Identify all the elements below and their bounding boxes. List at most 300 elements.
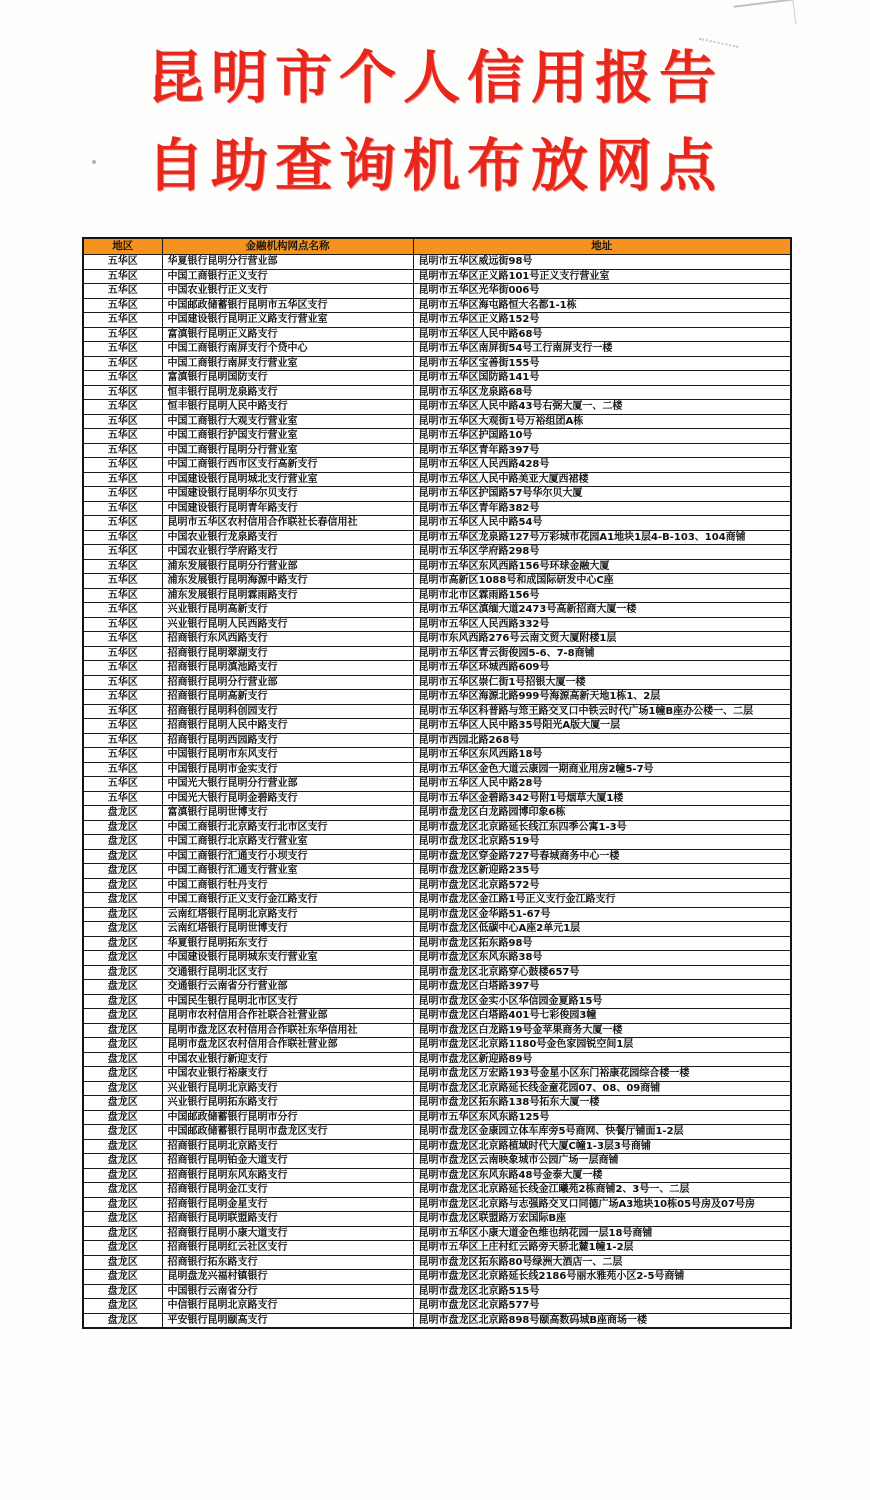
- branch-cell: 招商银行昆明金星支行: [162, 1197, 413, 1212]
- table-row: [83, 298, 791, 313]
- branch-cell: 交通银行云南省分行营业部: [162, 980, 413, 995]
- address-cell: 昆明市盘龙区拓东路98号: [413, 936, 791, 951]
- table-row: [83, 820, 791, 835]
- address-cell: 昆明市盘龙区北京路与志强路交叉口同德广场A3地块10栋05号房及07号房: [413, 1197, 791, 1212]
- address-cell: 昆明市盘龙区金江路1号正义支行金江路支行: [413, 893, 791, 908]
- address-cell: 昆明市五华区威远街98号: [413, 255, 791, 270]
- district-cell: 盘龙区: [83, 893, 162, 908]
- branch-cell: 中国农业银行正义支行: [162, 284, 413, 299]
- district-cell: 五华区: [83, 690, 162, 705]
- branch-cell: 昆明市盘龙区农村信用合作联社营业部: [162, 1038, 413, 1053]
- district-cell: 盘龙区: [83, 1052, 162, 1067]
- branch-cell: 招商银行昆明小康大道支行: [162, 1226, 413, 1241]
- district-cell: 盘龙区: [83, 1270, 162, 1285]
- district-cell: 盘龙区: [83, 1255, 162, 1270]
- table-row: [83, 559, 791, 574]
- district-cell: 盘龙区: [83, 1067, 162, 1082]
- branch-cell: 富滇银行昆明世博支行: [162, 806, 413, 821]
- address-cell: 昆明市五华区国防路141号: [413, 371, 791, 386]
- branch-cell: 中国邮政储蓄银行昆明市分行: [162, 1110, 413, 1125]
- address-cell: 昆明市盘龙区北京路1180号金色家园锐空间1层: [413, 1038, 791, 1053]
- table-row: [83, 342, 791, 357]
- district-cell: 五华区: [83, 313, 162, 328]
- address-cell: 昆明市盘龙区北京路515号: [413, 1284, 791, 1299]
- branch-cell: 中国工商银行正义支行金江路支行: [162, 893, 413, 908]
- address-cell: 昆明市五华区海源北路999号海源高新天地1栋1、2层: [413, 690, 791, 705]
- address-cell: 昆明市盘龙区北京路898号颐高数码城B座商场一楼: [413, 1313, 791, 1328]
- address-cell: 昆明市五华区人民西路332号: [413, 617, 791, 632]
- branch-cell: 招商银行昆明红云社区支行: [162, 1241, 413, 1256]
- table-row: [83, 1241, 791, 1256]
- address-cell: 昆明市西园北路268号: [413, 733, 791, 748]
- table-row: [83, 1067, 791, 1082]
- branch-cell: 中国农业银行龙泉路支行: [162, 530, 413, 545]
- branch-cell: 中国工商银行北京路支行北市区支行: [162, 820, 413, 835]
- branch-cell: 招商银行东风西路支行: [162, 632, 413, 647]
- branch-cell: 中国农业银行新迎支行: [162, 1052, 413, 1067]
- table-row: [83, 849, 791, 864]
- branch-cell: 中国建设银行昆明青年路支行: [162, 501, 413, 516]
- table-row: [83, 893, 791, 908]
- address-cell: 昆明市五华区南屏街54号工行南屏支行一楼: [413, 342, 791, 357]
- table-row: [83, 690, 791, 705]
- district-cell: 盘龙区: [83, 849, 162, 864]
- table-row: [83, 1183, 791, 1198]
- district-cell: 盘龙区: [83, 1313, 162, 1328]
- address-cell: 昆明市盘龙区云南映象城市公园广场一层商铺: [413, 1154, 791, 1169]
- district-cell: 五华区: [83, 472, 162, 487]
- table-row: [83, 1270, 791, 1285]
- table-row: [83, 516, 791, 531]
- district-cell: 盘龙区: [83, 980, 162, 995]
- address-cell: 昆明市盘龙区新迎路89号: [413, 1052, 791, 1067]
- branch-cell: 招商银行昆明联盟路支行: [162, 1212, 413, 1227]
- address-cell: 昆明市北市区霖雨路156号: [413, 588, 791, 603]
- page-title-line1: 昆明市个人信用报告: [147, 45, 723, 111]
- district-cell: 盘龙区: [83, 1226, 162, 1241]
- scan-artifact: [734, 0, 797, 32]
- branch-cell: 浦东发展银行昆明分行营业部: [162, 559, 413, 574]
- col-header-district: 地区: [83, 238, 162, 255]
- branch-cell: 恒丰银行昆明人民中路支行: [162, 400, 413, 415]
- table-row: [83, 617, 791, 632]
- branch-cell: 昆明市农村信用合作社联合社营业部: [162, 1009, 413, 1024]
- district-cell: 五华区: [83, 298, 162, 313]
- address-cell: 昆明市五华区小康大道金色维也纳花园一层18号商铺: [413, 1226, 791, 1241]
- table-row: [83, 748, 791, 763]
- branch-cell: 中国工商银行汇通支行小坝支行: [162, 849, 413, 864]
- address-cell: 昆明市五华区滇缅大道2473号高新招商大厦一楼: [413, 603, 791, 618]
- branch-cell: 中国农业银行学府路支行: [162, 545, 413, 560]
- district-cell: 五华区: [83, 516, 162, 531]
- address-cell: 昆明市盘龙区北京路延长线2186号丽水雅苑小区2-5号商铺: [413, 1270, 791, 1285]
- district-cell: 盘龙区: [83, 994, 162, 1009]
- district-cell: 五华区: [83, 661, 162, 676]
- branch-cell: 招商银行昆明金江支行: [162, 1183, 413, 1198]
- table-row: [83, 1023, 791, 1038]
- branch-cell: 中国建设银行昆明正义路支行营业室: [162, 313, 413, 328]
- district-cell: 五华区: [83, 414, 162, 429]
- table-row: [83, 1154, 791, 1169]
- district-cell: 盘龙区: [83, 820, 162, 835]
- address-cell: 昆明市高新区1088号和成国际研发中心C座: [413, 574, 791, 589]
- district-cell: 盘龙区: [83, 1023, 162, 1038]
- address-cell: 昆明市盘龙区低碳中心A座2单元1层: [413, 922, 791, 937]
- col-header-address: 地址: [413, 238, 791, 255]
- branch-cell: 中国工商银行汇通支行营业室: [162, 864, 413, 879]
- branch-cell: 中国光大银行昆明分行营业部: [162, 777, 413, 792]
- district-cell: 盘龙区: [83, 951, 162, 966]
- table-row: [83, 878, 791, 893]
- district-cell: 五华区: [83, 748, 162, 763]
- district-cell: 盘龙区: [83, 1139, 162, 1154]
- table-row: [83, 429, 791, 444]
- branch-cell: 兴业银行昆明北京路支行: [162, 1081, 413, 1096]
- table-row: [83, 545, 791, 560]
- address-cell: 昆明市五华区光华街006号: [413, 284, 791, 299]
- branch-cell: 中国民生银行昆明北市区支行: [162, 994, 413, 1009]
- address-cell: 昆明市盘龙区北京路延长线金江曦苑2栋商铺2、3号一、二层: [413, 1183, 791, 1198]
- table-row: [83, 965, 791, 980]
- address-cell: 昆明市五华区人民中路28号: [413, 777, 791, 792]
- address-cell: 昆明市盘龙区北京路延长线金童花园07、08、09商铺: [413, 1081, 791, 1096]
- address-cell: 昆明市五华区人民中路美亚大厦西裙楼: [413, 472, 791, 487]
- col-header-branch: 金融机构网点名称: [162, 238, 413, 255]
- table-row: [83, 980, 791, 995]
- table-row: [83, 356, 791, 371]
- table-row: [83, 284, 791, 299]
- address-cell: 昆明市五华区人民中路68号: [413, 327, 791, 342]
- district-cell: 盘龙区: [83, 907, 162, 922]
- branch-cell: 中国农业银行裕康支行: [162, 1067, 413, 1082]
- table-row: [83, 704, 791, 719]
- table-row: [83, 675, 791, 690]
- district-cell: 五华区: [83, 704, 162, 719]
- district-cell: 五华区: [83, 777, 162, 792]
- address-cell: 昆明市盘龙区拓东路138号拓东大厦一楼: [413, 1096, 791, 1111]
- district-cell: 五华区: [83, 762, 162, 777]
- branch-cell: 中国建设银行昆明华尔贝支行: [162, 487, 413, 502]
- branch-cell: 中国建设银行昆明城东支行营业室: [162, 951, 413, 966]
- table-row: [83, 922, 791, 937]
- address-cell: 昆明市盘龙区联盟路万宏国际B座: [413, 1212, 791, 1227]
- branch-cell: 招商银行昆明分行营业部: [162, 675, 413, 690]
- district-cell: 盘龙区: [83, 878, 162, 893]
- address-cell: 昆明市五华区崇仁街1号招银大厦一楼: [413, 675, 791, 690]
- branch-cell: 云南红塔银行昆明北京路支行: [162, 907, 413, 922]
- address-cell: 昆明市盘龙区北京路519号: [413, 835, 791, 850]
- address-cell: 昆明市五华区人民中路43号右弼大厦一、二楼: [413, 400, 791, 415]
- table-row: [83, 1313, 791, 1328]
- table-row: [83, 777, 791, 792]
- branch-cell: 中国工商银行昆明分行营业室: [162, 443, 413, 458]
- table-row: [83, 458, 791, 473]
- address-cell: 昆明市盘龙区北京路577号: [413, 1299, 791, 1314]
- branch-cell: 中国工商银行西市区支行高新支行: [162, 458, 413, 473]
- district-cell: 盘龙区: [83, 922, 162, 937]
- district-cell: 五华区: [83, 733, 162, 748]
- table-row: [83, 501, 791, 516]
- branch-cell: 浦东发展银行昆明霖雨路支行: [162, 588, 413, 603]
- address-cell: 昆明市五华区青云街俊园5-6、7-8商铺: [413, 646, 791, 661]
- address-cell: 昆明市五华区金色大道云康园一期商业用房2幢5-7号: [413, 762, 791, 777]
- table-row: [83, 1081, 791, 1096]
- branch-cell: 招商银行昆明滇池路支行: [162, 661, 413, 676]
- branch-cell: 平安银行昆明颐高支行: [162, 1313, 413, 1328]
- branch-cell: 中国工商银行北京路支行营业室: [162, 835, 413, 850]
- table-row: [83, 487, 791, 502]
- district-cell: 五华区: [83, 371, 162, 386]
- table-row: [83, 994, 791, 1009]
- table-header-row: [83, 238, 791, 255]
- district-cell: 盘龙区: [83, 864, 162, 879]
- address-cell: 昆明市五华区宝善街155号: [413, 356, 791, 371]
- table-row: [83, 936, 791, 951]
- address-cell: 昆明市五华区青年路382号: [413, 501, 791, 516]
- branch-cell: 兴业银行昆明高新支行: [162, 603, 413, 618]
- district-cell: 盘龙区: [83, 1125, 162, 1140]
- branch-cell: 中国工商银行正义支行: [162, 269, 413, 284]
- table-row: [83, 1125, 791, 1140]
- table-row: [83, 864, 791, 879]
- table-row: [83, 472, 791, 487]
- district-cell: 盘龙区: [83, 1284, 162, 1299]
- address-cell: 昆明市五华区正义路101号正义支行营业室: [413, 269, 791, 284]
- page-title-line2: 自助查询机布放网点: [147, 133, 723, 200]
- address-cell: 昆明市五华区护国路10号: [413, 429, 791, 444]
- district-cell: 盘龙区: [83, 835, 162, 850]
- table-row: [83, 414, 791, 429]
- branch-cell: 招商银行拓东路支行: [162, 1255, 413, 1270]
- address-cell: 昆明市五华区科普路与筇王路交叉口中铁云时代广场1幢B座办公楼一、二层: [413, 704, 791, 719]
- district-cell: 五华区: [83, 400, 162, 415]
- address-cell: 昆明市盘龙区白塔路401号七彩俊园3幢: [413, 1009, 791, 1024]
- table-row: [83, 313, 791, 328]
- branch-cell: 中国工商银行南屏支行个贷中心: [162, 342, 413, 357]
- branch-cell: 中国工商银行南屏支行营业室: [162, 356, 413, 371]
- district-cell: 五华区: [83, 646, 162, 661]
- address-cell: 昆明市盘龙区拓东路80号绿洲大酒店一、二层: [413, 1255, 791, 1270]
- address-cell: 昆明市五华区龙泉路127号万彩城市花园A1地块1层4-B-103、104商铺: [413, 530, 791, 545]
- table-row: [83, 835, 791, 850]
- branch-cell: 华夏银行昆明分行营业部: [162, 255, 413, 270]
- district-cell: 五华区: [83, 617, 162, 632]
- address-cell: 昆明市盘龙区白塔路397号: [413, 980, 791, 995]
- address-cell: 昆明市五华区护国路57号华尔贝大厦: [413, 487, 791, 502]
- table-row: [83, 1284, 791, 1299]
- table-row: [83, 443, 791, 458]
- address-cell: 昆明市五华区人民中路35号阳光A版大厦一层: [413, 719, 791, 734]
- branch-cell: 中信银行昆明北京路支行: [162, 1299, 413, 1314]
- address-cell: 昆明市五华区大观街1号万裕组团A栋: [413, 414, 791, 429]
- address-cell: 昆明市五华区上庄村红云路旁天骄北麓1幢1-2层: [413, 1241, 791, 1256]
- table-row: [83, 269, 791, 284]
- address-cell: 昆明市五华区海屯路恒大名都1-1栋: [413, 298, 791, 313]
- branch-cell: 招商银行昆明东风东路支行: [162, 1168, 413, 1183]
- table-row: [83, 385, 791, 400]
- district-cell: 五华区: [83, 791, 162, 806]
- district-cell: 盘龙区: [83, 965, 162, 980]
- table-row: [83, 1197, 791, 1212]
- district-cell: 盘龙区: [83, 1183, 162, 1198]
- branch-table: [82, 237, 792, 1329]
- district-cell: 盘龙区: [83, 936, 162, 951]
- district-cell: 盘龙区: [83, 1009, 162, 1024]
- district-cell: 五华区: [83, 632, 162, 647]
- address-cell: 昆明市盘龙区白龙路园博印象6栋: [413, 806, 791, 821]
- table-row: [83, 1052, 791, 1067]
- branch-cell: 富滇银行昆明正义路支行: [162, 327, 413, 342]
- branch-cell: 中国建设银行昆明城北支行营业室: [162, 472, 413, 487]
- branch-cell: 中国工商银行牡丹支行: [162, 878, 413, 893]
- district-cell: 盘龙区: [83, 806, 162, 821]
- district-cell: 五华区: [83, 385, 162, 400]
- table-row: [83, 1299, 791, 1314]
- table-row: [83, 574, 791, 589]
- address-cell: 昆明市五华区龙泉路68号: [413, 385, 791, 400]
- table-row: [83, 719, 791, 734]
- address-cell: 昆明市五华区东风西路18号: [413, 748, 791, 763]
- district-cell: 盘龙区: [83, 1154, 162, 1169]
- district-cell: 盘龙区: [83, 1038, 162, 1053]
- district-cell: 盘龙区: [83, 1096, 162, 1111]
- table-row: [83, 400, 791, 415]
- page-title: [55, 34, 815, 211]
- district-cell: 五华区: [83, 429, 162, 444]
- branch-cell: 招商银行昆明人民中路支行: [162, 719, 413, 734]
- branch-cell: 浦东发展银行昆明海源中路支行: [162, 574, 413, 589]
- table-row: [83, 371, 791, 386]
- branch-cell: 中国工商银行大观支行营业室: [162, 414, 413, 429]
- district-cell: 五华区: [83, 574, 162, 589]
- table-row: [83, 1110, 791, 1125]
- table-row: [83, 255, 791, 270]
- table-row: [83, 1139, 791, 1154]
- address-cell: 昆明市盘龙区东风东路38号: [413, 951, 791, 966]
- table-row: [83, 806, 791, 821]
- district-cell: 五华区: [83, 719, 162, 734]
- district-cell: 五华区: [83, 559, 162, 574]
- address-cell: 昆明市盘龙区北京路延长线江东四季公寓1-3号: [413, 820, 791, 835]
- district-cell: 五华区: [83, 269, 162, 284]
- district-cell: 五华区: [83, 675, 162, 690]
- table-row: [83, 632, 791, 647]
- table-row: [83, 907, 791, 922]
- address-cell: 昆明市盘龙区北京路572号: [413, 878, 791, 893]
- table-row: [83, 733, 791, 748]
- address-cell: 昆明市五华区学府路298号: [413, 545, 791, 560]
- table-row: [83, 530, 791, 545]
- address-cell: 昆明市东风西路276号云南文贸大厦附楼1层: [413, 632, 791, 647]
- table-row: [83, 1226, 791, 1241]
- branch-cell: 招商银行昆明高新支行: [162, 690, 413, 705]
- district-cell: 五华区: [83, 458, 162, 473]
- address-cell: 昆明市五华区人民西路428号: [413, 458, 791, 473]
- branch-cell: 中国光大银行昆明金碧路支行: [162, 791, 413, 806]
- branch-cell: 华夏银行昆明拓东支行: [162, 936, 413, 951]
- branch-cell: 中国邮政储蓄银行昆明市盘龙区支行: [162, 1125, 413, 1140]
- table-row: [83, 762, 791, 777]
- district-cell: 五华区: [83, 327, 162, 342]
- address-cell: 昆明市五华区青年路397号: [413, 443, 791, 458]
- district-cell: 盘龙区: [83, 1212, 162, 1227]
- address-cell: 昆明市五华区环城西路609号: [413, 661, 791, 676]
- table-row: [83, 327, 791, 342]
- address-cell: 昆明市盘龙区穿金路727号春城商务中心一楼: [413, 849, 791, 864]
- district-cell: 五华区: [83, 356, 162, 371]
- table-row: [83, 951, 791, 966]
- branch-cell: 恒丰银行昆明龙泉路支行: [162, 385, 413, 400]
- table-row: [83, 1255, 791, 1270]
- address-cell: 昆明市盘龙区新迎路235号: [413, 864, 791, 879]
- district-cell: 五华区: [83, 255, 162, 270]
- district-cell: 五华区: [83, 443, 162, 458]
- district-cell: 五华区: [83, 530, 162, 545]
- address-cell: 昆明市五华区东风西路156号环球金融大厦: [413, 559, 791, 574]
- district-cell: 盘龙区: [83, 1299, 162, 1314]
- district-cell: 五华区: [83, 545, 162, 560]
- address-cell: 昆明市盘龙区东风东路48号金泰大厦一楼: [413, 1168, 791, 1183]
- table-row: [83, 791, 791, 806]
- district-cell: 五华区: [83, 487, 162, 502]
- district-cell: 盘龙区: [83, 1241, 162, 1256]
- address-cell: 昆明市五华区正义路152号: [413, 313, 791, 328]
- address-cell: 昆明市五华区人民中路54号: [413, 516, 791, 531]
- address-cell: 昆明市五华区东风东路125号: [413, 1110, 791, 1125]
- branch-cell: 中国银行云南省分行: [162, 1284, 413, 1299]
- district-cell: 五华区: [83, 284, 162, 299]
- address-cell: 昆明市盘龙区万宏路193号金星小区东门裕康花园综合楼一楼: [413, 1067, 791, 1082]
- branch-cell: 昆明市五华区农村信用合作联社长春信用社: [162, 516, 413, 531]
- branch-cell: 招商银行昆明铂金大道支行: [162, 1154, 413, 1169]
- table-row: [83, 1212, 791, 1227]
- district-cell: 五华区: [83, 501, 162, 516]
- branch-cell: 昆明盘龙兴福村镇银行: [162, 1270, 413, 1285]
- branch-cell: 富滇银行昆明国防支行: [162, 371, 413, 386]
- branch-cell: 兴业银行昆明人民西路支行: [162, 617, 413, 632]
- branch-cell: 中国工商银行护国支行营业室: [162, 429, 413, 444]
- branch-cell: 中国邮政储蓄银行昆明市五华区支行: [162, 298, 413, 313]
- table-row: [83, 1168, 791, 1183]
- district-cell: 五华区: [83, 342, 162, 357]
- address-cell: 昆明市盘龙区金实小区华信园金夏路15号: [413, 994, 791, 1009]
- table-row: [83, 588, 791, 603]
- district-cell: 盘龙区: [83, 1110, 162, 1125]
- branch-cell: 中国银行昆明市金实支行: [162, 762, 413, 777]
- branch-cell: 昆明市盘龙区农村信用合作联社东华信用社: [162, 1023, 413, 1038]
- branch-cell: 招商银行昆明西园路支行: [162, 733, 413, 748]
- table-row: [83, 1009, 791, 1024]
- address-cell: 昆明市盘龙区北京路穿心鼓楼657号: [413, 965, 791, 980]
- district-cell: 五华区: [83, 588, 162, 603]
- branch-cell: 招商银行昆明科创园支行: [162, 704, 413, 719]
- address-cell: 昆明市盘龙区北京路植域时代大厦C幢1-3层3号商铺: [413, 1139, 791, 1154]
- address-cell: 昆明市盘龙区金康园立体车库旁5号商网、快餐厅铺面1-2层: [413, 1125, 791, 1140]
- branch-cell: 兴业银行昆明拓东路支行: [162, 1096, 413, 1111]
- table-row: [83, 603, 791, 618]
- address-cell: 昆明市五华区金碧路342号附1号烟草大厦1楼: [413, 791, 791, 806]
- district-cell: 盘龙区: [83, 1081, 162, 1096]
- table-row: [83, 1096, 791, 1111]
- branch-cell: 云南红塔银行昆明世博支行: [162, 922, 413, 937]
- district-cell: 盘龙区: [83, 1197, 162, 1212]
- district-cell: 盘龙区: [83, 1168, 162, 1183]
- table-row: [83, 1038, 791, 1053]
- branch-cell: 交通银行昆明北区支行: [162, 965, 413, 980]
- address-cell: 昆明市盘龙区白龙路19号金苹果商务大厦一楼: [413, 1023, 791, 1038]
- district-cell: 五华区: [83, 603, 162, 618]
- branch-cell: 中国银行昆明市东风支行: [162, 748, 413, 763]
